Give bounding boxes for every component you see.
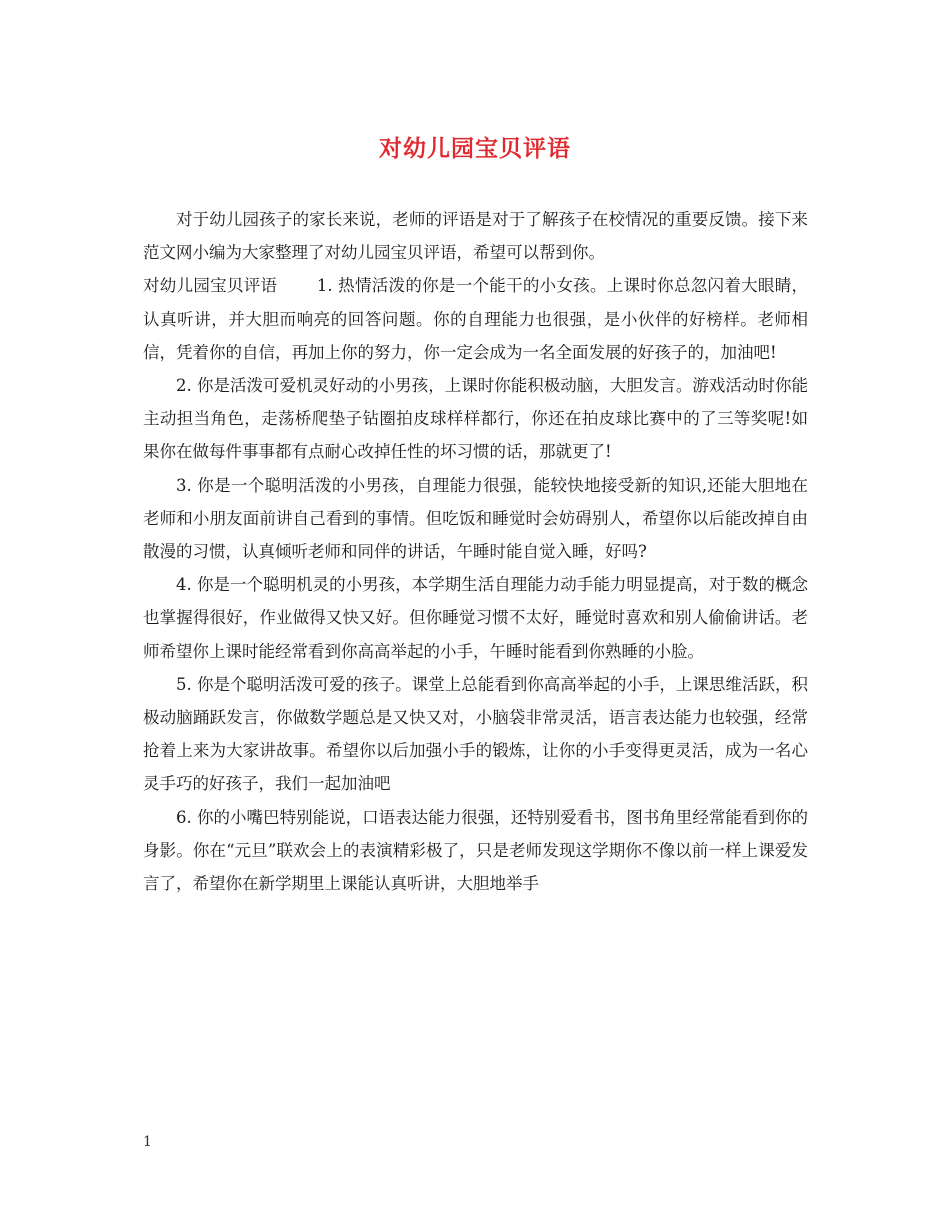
- page-number: 1: [143, 1134, 152, 1150]
- paragraph-6: 6. 你的小嘴巴特别能说，口语表达能力很强，还特别爱看书，图书角里经常能看到你的身影。你在“元旦”联欢会上的表演精彩极了，只是老师发现这学期你不像以前一样上课爱发言了，希望你在新学期里上课能认真听讲，大胆地举手: [143, 807, 808, 894]
- paragraph-5: 5. 你是个聪明活泼可爱的孩子。课堂上总能看到你高高举起的小手，上课思维活跃，积极动脑踊跃发言，你做数学题总是又快又对，小脑袋非常灵活，语言表达能力也较强，经常抢着上来为大家讲故事。希望你以后加强小手的锻炼，让你的小手变得更灵活，成为一名心灵手巧的好孩子，我们一起加油吧: [143, 674, 808, 794]
- section-label: 对幼儿园宝贝评语: [143, 276, 278, 296]
- document-body: [143, 203, 808, 900]
- intro-paragraph: 对于幼儿园孩子的家长来说，老师的评语是对于了解孩子在校情况的重要反馈。接下来范文网小编为大家整理了对幼儿园宝贝评语，希望可以帮到你。: [143, 210, 808, 263]
- paragraph-2: 2. 你是活泼可爱机灵好动的小男孩，上课时你能积极动脑，大胆发言。游戏活动时你能主动担当角色，走荡桥爬垫子钻圈拍皮球样样都行，你还在拍皮球比赛中的了三等奖呢!如果你在做每件事事都有点耐心改掉任性的坏习惯的话，那就更了!: [143, 376, 808, 462]
- paragraph-1-text: 1. 热情活泼的你是一个能干的小女孩。上课时你总忽闪着大眼睛，认真听讲，并大胆而响亮的回答问题。你的自理能力也很强，是小伙伴的好榜样。老师相信，凭着你的自信，再加上你的努力，你一定会成为一名全面发展的好孩子的，加油吧!: [143, 276, 808, 362]
- paragraph-3: 3. 你是一个聪明活泼的小男孩，自理能力很强，能较快地接受新的知识,还能大胆地在老师和小朋友面前讲自己看到的事情。但吃饭和睡觉时会妨碍别人，希望你以后能改掉自由散漫的习惯，认真倾听老师和同伴的讲话，午睡时能自觉入睡，好吗?: [143, 475, 808, 562]
- document-title: 对幼儿园宝贝评语: [379, 135, 571, 162]
- paragraph-4: 4. 你是一个聪明机灵的小男孩，本学期生活自理能力动手能力明显提高，对于数的概念也掌握得很好，作业做得又快又好。但你睡觉习惯不太好，睡觉时喜欢和别人偷偷讲话。老师希望你上课时能经常看到你高高举起的小手，午睡时能看到你熟睡的小脸。: [143, 575, 808, 661]
- paragraph-1: [143, 269, 808, 369]
